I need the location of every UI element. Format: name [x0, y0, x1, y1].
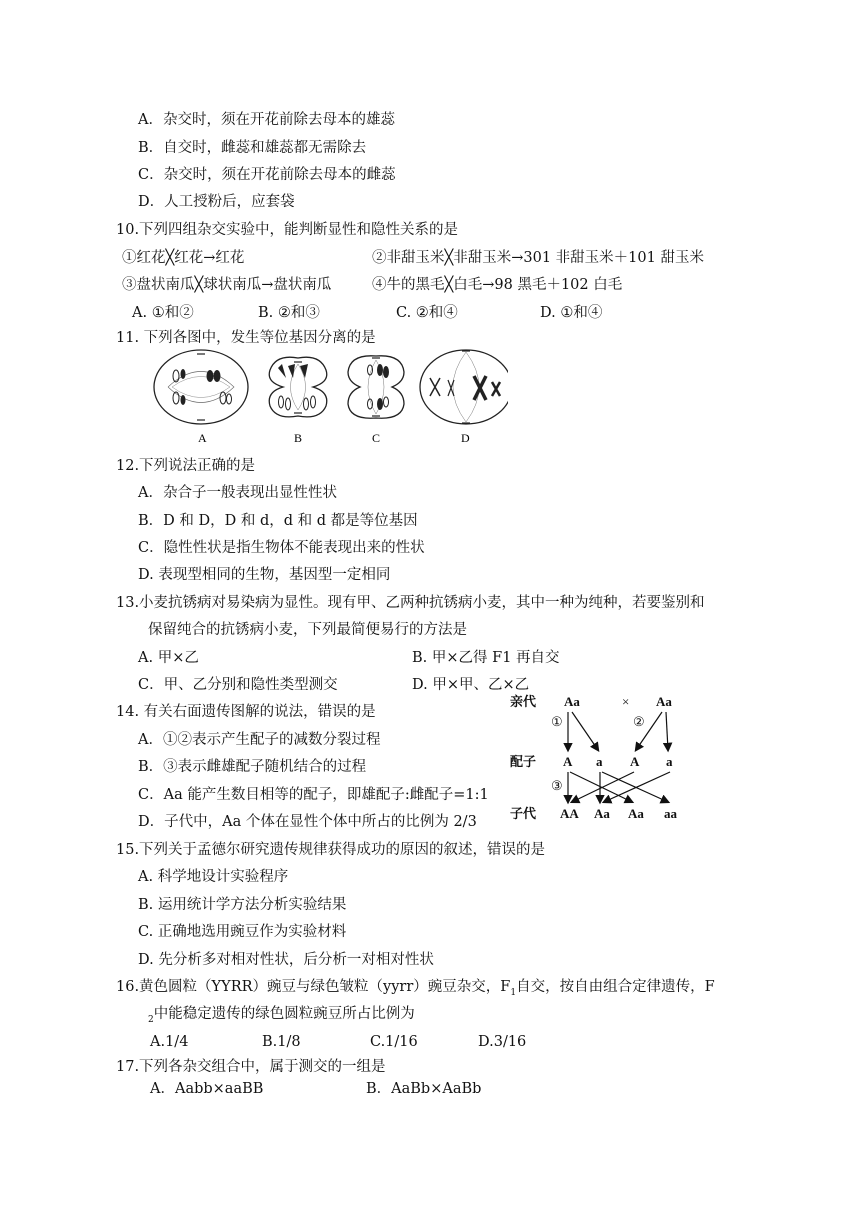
cell-c-figure [348, 356, 404, 445]
q16-option-c: C.1/16 [370, 1034, 418, 1050]
parent-2: Aa [656, 694, 672, 709]
cell-a-figure [154, 350, 248, 445]
q11-cell-figures [148, 346, 508, 446]
q10-option-d: D. ①和④ [540, 305, 603, 321]
q16-stem-line2 [148, 1004, 415, 1030]
q14-stem: 14. 有关右面遗传图解的说法，错误的是 [116, 704, 376, 720]
cell-d-figure [420, 350, 508, 445]
cross-symbol: × [622, 694, 630, 709]
cell-label-c: C [372, 431, 381, 445]
q10-option-b: B. ②和③ [258, 305, 320, 321]
q13-option-b: B. 甲×乙得 F1 再自交 [412, 650, 560, 666]
q16-stem-part-b: 自交，按自由组合定律遗传，F [516, 979, 715, 995]
q10-option-a: A. ①和② [132, 305, 194, 321]
q10-item-1: ①红花╳红花→红花 [122, 250, 245, 266]
q14-option-a: A．①②表示产生配子的减数分裂过程 [138, 732, 381, 748]
gamete-1: A [563, 754, 573, 769]
q16-subscript-2: 2 [148, 1014, 154, 1025]
q15-option-d: D. 先分析多对相对性状，后分析一对相对性状 [138, 952, 434, 968]
offspring-4: aa [664, 806, 677, 821]
q15-option-b: B. 运用统计学方法分析实验结果 [138, 897, 347, 913]
q15-option-c: C. 正确地选用豌豆作为实验材料 [138, 924, 347, 940]
q10-item-2: ②非甜玉米╳非甜玉米→301 非甜玉米＋101 甜玉米 [372, 250, 704, 266]
row-label-offspring: 子代 [510, 806, 537, 821]
q12-option-c: C．隐性性状是指生物体不能表现出来的性状 [138, 540, 425, 556]
q12-option-d: D. 表现型相同的生物，基因型一定相同 [138, 567, 391, 583]
gamete-3: A [630, 754, 640, 769]
cell-b-figure [269, 357, 327, 445]
q12-stem: 12.下列说法正确的是 [116, 458, 256, 474]
q16-stem-part-a: 16.黄色圆粒（YYRR）豌豆与绿色皱粒（yyrr）豌豆杂交，F [116, 979, 511, 995]
q16-stem-part-c: 中能稳定遗传的绿色圆粒豌豆所占比例为 [153, 1006, 415, 1022]
row-label-gamete: 配子 [510, 754, 537, 769]
cell-label-d: D [461, 431, 470, 445]
offspring-3: Aa [628, 806, 644, 821]
q17-option-a: A．Aabb×aaBB [150, 1081, 264, 1097]
gamete-2: a [596, 754, 603, 769]
q10-stem: 10.下列四组杂交实验中，能判断显性和隐性关系的是 [116, 222, 459, 238]
genetic-cross-diagram [508, 688, 708, 828]
q12-option-b: B．D 和 D，D 和 d，d 和 d 都是等位基因 [138, 513, 418, 529]
q12-option-a: A．杂合子一般表现出显性性状 [138, 485, 337, 501]
row-label-parent: 亲代 [510, 694, 537, 709]
q14-option-b: B．③表示雌雄配子随机结合的过程 [138, 759, 367, 775]
q16-option-d: D.3/16 [478, 1034, 527, 1050]
offspring-1: AA [560, 806, 579, 821]
q13-stem-line1: 13.小麦抗锈病对易染病为显性。现有甲、乙两种抗锈病小麦，其中一种为纯种，若要鉴别和 [116, 595, 705, 611]
q15-option-a: A. 科学地设计实验程序 [138, 869, 289, 885]
q10-item-3: ③盘状南瓜╳球状南瓜→盘状南瓜 [122, 277, 332, 293]
q9-option-a: A．杂交时，须在开花前除去母本的雄蕊 [138, 112, 395, 128]
q14-option-c: C．Aa 能产生数目相等的配子，即雄配子:雌配子=1:1 [138, 787, 489, 803]
q11-stem: 11. 下列各图中，发生等位基因分离的是 [116, 330, 376, 346]
offspring-2: Aa [594, 806, 610, 821]
cell-label-a: A [198, 431, 207, 445]
q14-option-d: D．子代中，Aa 个体在显性个体中所占的比例为 2/3 [138, 814, 477, 830]
q16-subscript-1: 1 [510, 987, 517, 998]
q9-option-c: C．杂交时，须在开花前除去母本的雌蕊 [138, 167, 396, 183]
step-2-marker: ② [633, 714, 645, 729]
q17-option-b: B．AaBb×AaBb [366, 1081, 482, 1097]
q16-option-b: B.1/8 [262, 1034, 301, 1050]
parent-1: Aa [564, 694, 580, 709]
q13-stem-line2: 保留纯合的抗锈病小麦，下列最简便易行的方法是 [148, 622, 467, 638]
q16-stem-line1 [116, 977, 715, 1003]
q13-option-a: A. 甲×乙 [138, 650, 199, 666]
q13-option-d: D. 甲×甲、乙×乙 [412, 677, 530, 693]
gamete-4: a [666, 754, 673, 769]
q17-stem: 17.下列各杂交组合中，属于测交的一组是 [116, 1059, 386, 1075]
q9-option-b: B．自交时，雌蕊和雄蕊都无需除去 [138, 140, 367, 156]
q15-stem: 15.下列关于孟德尔研究遗传规律获得成功的原因的叙述，错误的是 [116, 842, 546, 858]
step-1-marker: ① [551, 714, 563, 729]
q10-option-c: C. ②和④ [396, 305, 458, 321]
q10-item-4: ④牛的黑毛╳白毛→98 黑毛＋102 白毛 [372, 277, 623, 293]
step-3-marker: ③ [551, 778, 563, 793]
q16-option-a: A.1/4 [150, 1034, 189, 1050]
cell-label-b: B [294, 431, 303, 445]
q13-option-c: C．甲、乙分别和隐性类型测交 [138, 677, 338, 693]
q9-option-d: D．人工授粉后，应套袋 [138, 194, 295, 210]
